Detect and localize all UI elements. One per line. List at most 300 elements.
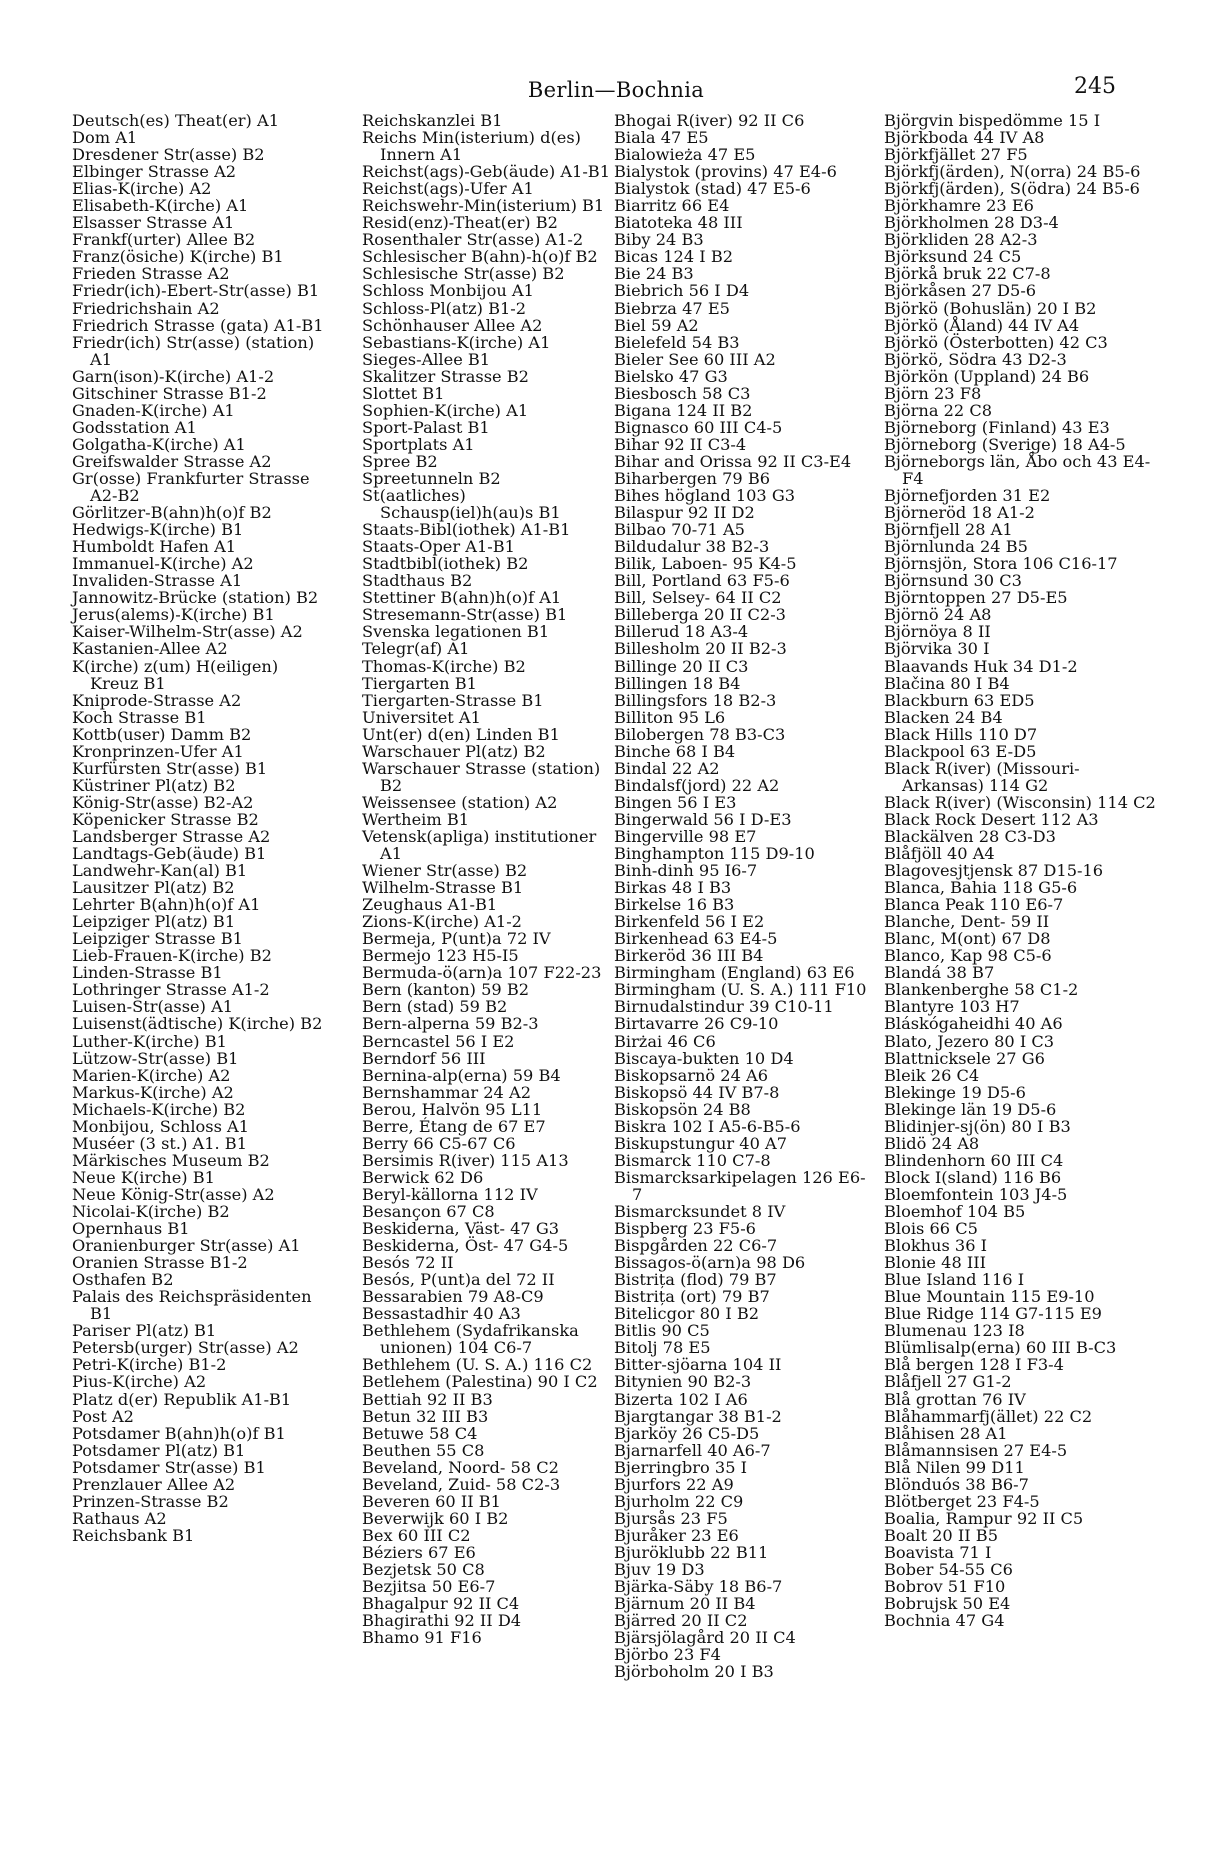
index-entry: Gnaden-K(irche) A1 [72, 400, 235, 420]
index-entry: Bismarcksarkipelagen 126 E6-7 [614, 1167, 866, 1204]
index-entry: Bindalsf(jord) 22 A2 [614, 775, 780, 795]
index-entry: Binghampton 115 D9-10 [614, 844, 815, 864]
index-entry: Björkholmen 28 D3-4 [884, 213, 1059, 233]
index-entry: Bilobergen 78 B3-C3 [614, 724, 786, 744]
index-entry: Blue Mountain 115 E9-10 [884, 1287, 1095, 1307]
index-entry: Kastanien-Allee A2 [72, 639, 228, 659]
index-entry: Neue König-Str(asse) A2 [72, 1184, 275, 1204]
index-entry: Biskra 102 I A5-6-B5-6 [614, 1116, 801, 1136]
index-entry: Slottet B1 [362, 383, 445, 403]
index-entry: Bober 54-55 C6 [884, 1559, 1013, 1579]
index-entry: Binh-dinh 95 I6-7 [614, 861, 758, 881]
index-entry: Berncastel 56 I E2 [362, 1031, 515, 1051]
index-entry: Blå Nilen 99 D11 [884, 1457, 1025, 1477]
index-entry: König-Str(asse) B2-A2 [72, 792, 254, 812]
index-entry: Oranien Strasse B1-2 [72, 1253, 248, 1273]
index-entry: Björnsund 30 C3 [884, 571, 1022, 591]
index-entry: Frieden Strasse A2 [72, 264, 230, 284]
index-entry: Blå bergen 128 I F3-4 [884, 1355, 1064, 1375]
index-entry: Berndorf 56 III [362, 1048, 486, 1068]
index-entry: Sebastians-K(irche) A1 [362, 332, 551, 352]
index-entry: Beskiderna, Öst- 47 G4-5 [362, 1236, 569, 1256]
index-entry: Blantyre 103 H7 [884, 997, 1020, 1017]
index-entry: Betlehem (Palestina) 90 I C2 [362, 1372, 598, 1392]
index-entry: Blattnicksele 27 G6 [884, 1048, 1045, 1068]
index-entry: Bihes högland 103 G3 [614, 486, 796, 506]
index-entry: Weissensee (station) A2 [362, 792, 558, 812]
index-entry: Billeberga 20 II C2-3 [614, 605, 786, 625]
index-entry: Björnöya 8 II [884, 622, 991, 642]
index-entry: Block I(sland) 116 B6 [884, 1167, 1062, 1187]
index-entry: Björkfjället 27 F5 [884, 145, 1028, 165]
index-entry: Post A2 [72, 1406, 134, 1426]
index-entry: Blanca Peak 110 E6-7 [884, 895, 1064, 915]
index-entry: Binche 68 I B4 [614, 741, 736, 761]
index-entry: Rosenthaler Str(asse) A1-2 [362, 230, 584, 250]
index-entry: Blandá 38 B7 [884, 963, 995, 983]
index-entry: Reichsbank B1 [72, 1525, 195, 1545]
index-entry: Boalia, Rampur 92 II C5 [884, 1508, 1084, 1528]
index-entry: Pariser Pl(atz) B1 [72, 1321, 217, 1341]
index-entry: Blekinge län 19 D5-6 [884, 1099, 1057, 1119]
index-entry: Gitschiner Strasse B1-2 [72, 383, 267, 403]
index-entry: Koch Strasse B1 [72, 707, 207, 727]
index-entry: Muséer (3 st.) A1. B1 [72, 1133, 248, 1153]
index-entry: Bingerville 98 E7 [614, 826, 757, 846]
index-entry: Bingen 56 I E3 [614, 792, 737, 812]
index-entry: Kottb(user) Damm B2 [72, 724, 252, 744]
index-entry: Bhagalpur 92 II C4 [362, 1594, 520, 1614]
index-entry: Birkas 48 I B3 [614, 878, 732, 898]
index-entry: Bessastadhir 40 A3 [362, 1304, 521, 1324]
index-entry: Bildudalur 38 B2-3 [614, 537, 770, 557]
index-entry: Humboldt Hafen A1 [72, 537, 237, 557]
index-entry: Björneborgs län, Åbo och 43 E4-F4 [884, 451, 1151, 488]
index-entry: Bloemhof 104 B5 [884, 1202, 1026, 1221]
index-entry: Beveren 60 II B1 [362, 1491, 501, 1511]
index-entry: Billingen 18 B4 [614, 673, 741, 693]
index-entry: Biarritz 66 E4 [614, 196, 730, 216]
index-entry: Blåhisen 28 A1 [884, 1423, 1008, 1443]
index-entry: Godsstation A1 [72, 417, 197, 437]
index-entry: Petri-K(irche) B1-2 [72, 1355, 227, 1375]
index-entry: Bilbao 70-71 A5 [614, 520, 745, 540]
index-entry: Bjärka-Säby 18 B6-7 [614, 1577, 783, 1597]
index-entry: Bistrița (flod) 79 B7 [614, 1270, 777, 1290]
index-entry: Garn(ison)-K(irche) A1-2 [72, 366, 275, 386]
index-entry: Bernshammar 24 A2 [362, 1082, 531, 1102]
index-entry: Blanca, Bahia 118 G5-6 [884, 878, 1078, 898]
index-entry: Wertheim B1 [362, 809, 470, 829]
index-entry: Universitet A1 [362, 707, 481, 727]
index-entry: Landtags-Geb(äude) B1 [72, 844, 267, 864]
index-entry: Prenzlauer Allee A2 [72, 1474, 236, 1494]
index-entry: Björkhamre 23 E6 [884, 196, 1034, 216]
index-entry: Küstriner Pl(atz) B2 [72, 775, 236, 795]
index-entry: Blåfjöll 40 A4 [884, 844, 995, 864]
index-entry: Bialystok (stad) 47 E5-6 [614, 179, 811, 199]
index-entry: Björnlunda 24 B5 [884, 537, 1028, 557]
index-entry: Bethlehem (U. S. A.) 116 C2 [362, 1355, 593, 1375]
index-entry: Bjursås 23 F5 [614, 1508, 728, 1528]
index-entry: Biscaya-bukten 10 D4 [614, 1048, 794, 1068]
index-entry: Björkö (Åland) 44 IV A4 [884, 315, 1080, 335]
index-entry: Blötberget 23 F4-5 [884, 1491, 1040, 1511]
index-entry: Björntoppen 27 D5-E5 [884, 588, 1068, 608]
index-entry: Berwick 62 D6 [362, 1167, 484, 1187]
index-entry: Billiton 95 L6 [614, 707, 726, 727]
index-entry: Billerud 18 A3-4 [614, 622, 749, 642]
index-entry: Björkåsen 27 D5-6 [884, 281, 1037, 301]
index-entry: Blanco, Kap 98 C5-6 [884, 946, 1052, 966]
index-entry: Blonie 48 III [884, 1253, 987, 1273]
index-entry: Schloss-Pl(atz) B1-2 [362, 298, 527, 318]
index-entry: Lützow-Str(asse) B1 [72, 1048, 239, 1068]
page-number: 245 [1074, 74, 1116, 99]
index-entry: Birkenhead 63 E4-5 [614, 929, 778, 949]
index-entry: Bielefeld 54 B3 [614, 332, 740, 352]
index-entry: Stadtbibl(iothek) B2 [362, 554, 529, 574]
index-entry: Reichswehr-Min(isterium) B1 [362, 196, 605, 216]
index-entry: Bindal 22 A2 [614, 758, 720, 778]
index-entry: Märkisches Museum B2 [72, 1150, 270, 1170]
index-entry: Bie 24 B3 [614, 264, 694, 284]
index-entry: Vetensk(apliga) institutioner A1 [362, 826, 597, 864]
index-entry: Black R(iver) (Wisconsin) 114 C2 [884, 792, 1156, 812]
index-entry: Warschauer Strasse (station) B2 [362, 758, 601, 795]
index-entry: Bjurfors 22 A9 [614, 1474, 734, 1494]
index-entry: Thomas-K(irche) B2 [362, 656, 526, 676]
index-entry: Birkelse 16 B3 [614, 895, 735, 915]
index-entry: Blindenhorn 60 III C4 [884, 1150, 1064, 1170]
index-entry: Björkö (Österbotten) 42 C3 [884, 332, 1108, 352]
index-entry: Billingsfors 18 B2-3 [614, 690, 777, 710]
index-entry: Blato, Jezero 80 I C3 [884, 1031, 1055, 1051]
index-entry: Björkö, Södra 43 D2-3 [884, 349, 1067, 369]
index-entry: Bitelicgor 80 I B2 [614, 1304, 760, 1324]
index-entry: Bieler See 60 III A2 [614, 349, 776, 369]
index-entry: Bernina-alp(erna) 59 B4 [362, 1065, 561, 1085]
index-entry: Bhogai R(iver) 92 II C6 [614, 111, 805, 130]
index-entry: Leipziger Strasse B1 [72, 929, 243, 949]
index-entry: Bleik 26 C4 [884, 1065, 980, 1085]
index-entry: Potsdamer Str(asse) B1 [72, 1457, 266, 1477]
index-entry: Kronprinzen-Ufer A1 [72, 741, 244, 761]
index-entry: Staats-Oper A1-B1 [362, 537, 515, 557]
index-entry: Immanuel-K(irche) A2 [72, 554, 254, 574]
index-entry: Elbinger Strasse A2 [72, 162, 237, 182]
index-entry: Friedrichshain A2 [72, 298, 220, 318]
index-entry: Bláskógaheidhi 40 A6 [884, 1014, 1063, 1034]
index-entry: Bjarköy 26 C5-D5 [614, 1423, 760, 1443]
index-entry: Bhamo 91 F16 [362, 1628, 482, 1648]
index-entry: Dresdener Str(asse) B2 [72, 145, 265, 165]
index-column-1 [72, 112, 330, 1544]
index-entry: Biskopsarnö 24 A6 [614, 1065, 769, 1085]
index-entry: Björneröd 18 A1-2 [884, 503, 1035, 523]
index-entry: Blumenau 123 I8 [884, 1321, 1025, 1341]
index-entry: Bialowieża 47 E5 [614, 145, 756, 165]
index-entry: Jannowitz-Brücke (station) B2 [72, 588, 319, 608]
index-entry: Bobrov 51 F10 [884, 1577, 1006, 1597]
index-entry: Blaavands Huk 34 D1-2 [884, 656, 1078, 676]
index-entry: Beveland, Zuid- 58 C2-3 [362, 1474, 561, 1494]
index-entry: Besós, P(unt)a del 72 II [362, 1270, 555, 1290]
index-entry: Bilaspur 92 II D2 [614, 503, 755, 523]
index-entry: Schlesische Str(asse) B2 [362, 264, 565, 284]
index-entry: Rathaus A2 [72, 1508, 167, 1528]
index-entry: Lehrter B(ahn)h(o)f A1 [72, 895, 261, 915]
index-entry: Gr(osse) Frankfurter Strasse A2-B2 [72, 468, 310, 506]
index-entry: Beuthen 55 C8 [362, 1440, 485, 1460]
index-entry: Köpenicker Strasse B2 [72, 809, 259, 829]
index-entry: Bjargtangar 38 B1-2 [614, 1406, 782, 1426]
index-entry: Berry 66 C5-67 C6 [362, 1133, 516, 1153]
index-entry: Stettiner B(ahn)h(o)f A1 [362, 588, 562, 608]
index-entry: Bern-alperna 59 B2-3 [362, 1014, 539, 1034]
index-entry: Bethlehem (Sydafrikanska unionen) 104 C6-7 [362, 1321, 579, 1358]
index-entry: Blanc, M(ont) 67 D8 [884, 929, 1051, 949]
index-entry: Bismarcksundet 8 IV [614, 1202, 786, 1221]
index-entry: Blümlisalp(erna) 60 III B-C3 [884, 1338, 1117, 1358]
index-entry: Bern (stad) 59 B2 [362, 997, 508, 1017]
index-entry: Bill, Selsey- 64 II C2 [614, 588, 782, 608]
index-entry: Betun 32 III B3 [362, 1406, 489, 1426]
index-entry: Görlitzer-B(ahn)h(o)f B2 [72, 503, 272, 523]
index-entry: Landwehr-Kan(al) B1 [72, 861, 248, 881]
index-entry: Black R(iver) (Missouri-Arkansas) 114 G2 [884, 758, 1080, 795]
index-entry: Bex 60 III C2 [362, 1525, 471, 1545]
index-entry: Berre, Étang de 67 E7 [362, 1116, 546, 1136]
index-entry: Kniprode-Strasse A2 [72, 690, 242, 710]
index-entry: Biala 47 E5 [614, 128, 709, 148]
index-entry: Björboholm 20 I B3 [614, 1662, 774, 1682]
index-entry: Birmingham (U. S. A.) 111 F10 [614, 980, 867, 1000]
index-entry: Svenska legationen B1 [362, 622, 550, 642]
index-entry: Reichs Min(isterium) d(es) Innern A1 [362, 128, 581, 165]
index-entry: Bigana 124 II B2 [614, 400, 753, 420]
index-entry: Linden-Strasse B1 [72, 963, 223, 983]
index-entry: Blekinge 19 D5-6 [884, 1082, 1026, 1102]
index-column-3 [614, 112, 872, 1680]
index-entry: Biskupstungur 40 A7 [614, 1133, 788, 1153]
index-entry: Blackburn 63 ED5 [884, 690, 1035, 710]
index-entry: Luisen-Str(asse) A1 [72, 997, 234, 1017]
index-entry: Björneborg (Finland) 43 E3 [884, 417, 1110, 437]
index-entry: Béziers 67 E6 [362, 1542, 476, 1562]
index-entry: Sieges-Allee B1 [362, 349, 491, 369]
index-entry: Blidö 24 A8 [884, 1133, 980, 1153]
index-entry: Blåhammarfj(ället) 22 C2 [884, 1406, 1093, 1426]
index-entry: Bicas 124 I B2 [614, 247, 734, 267]
index-entry: Stresemann-Str(asse) B1 [362, 605, 568, 625]
index-entry: Biel 59 A2 [614, 315, 699, 335]
index-entry: Neue K(irche) B1 [72, 1167, 215, 1187]
index-entry: Blönduós 38 B6-7 [884, 1474, 1029, 1494]
index-entry: Sophien-K(irche) A1 [362, 400, 529, 420]
index-entry: Birnudalstindur 39 C10-11 [614, 997, 834, 1017]
index-entry: Björkliden 28 A2-3 [884, 230, 1038, 250]
index-entry: Bispberg 23 F5-6 [614, 1219, 756, 1239]
index-entry: Zions-K(irche) A1-2 [362, 912, 522, 932]
index-entry: Bitolj 78 E5 [614, 1338, 711, 1358]
index-entry: Biby 24 B3 [614, 230, 704, 250]
index-entry: Bettiah 92 II B3 [362, 1389, 493, 1409]
index-entry: Leipziger Pl(atz) B1 [72, 912, 236, 932]
index-entry: Osthafen B2 [72, 1270, 174, 1290]
index-entry: Blue Island 116 I [884, 1270, 1025, 1290]
index-entry: Bhagirathi 92 II D4 [362, 1611, 522, 1631]
index-entry: Wiener Str(asse) B2 [362, 861, 528, 881]
index-entry: Greifswalder Strasse A2 [72, 451, 272, 471]
index-entry: Blačina 80 I B4 [884, 673, 1010, 693]
index-entry: Blankenberghe 58 C1-2 [884, 980, 1079, 1000]
index-entry: Bilik, Laboen- 95 K4-5 [614, 554, 797, 574]
index-entry: Beveland, Noord- 58 C2 [362, 1457, 559, 1477]
index-entry: Unt(er) d(en) Linden B1 [362, 724, 560, 744]
index-entry: Beryl-källorna 112 IV [362, 1184, 538, 1204]
index-entry: Birtavarre 26 C9-10 [614, 1014, 779, 1034]
index-entry: Hedwigs-K(irche) B1 [72, 520, 244, 540]
index-entry: Pius-K(irche) A2 [72, 1372, 207, 1392]
index-entry: Potsdamer Pl(atz) B1 [72, 1440, 246, 1460]
index-entry: Biebrza 47 E5 [614, 298, 730, 318]
index-entry: Birżai 46 C6 [614, 1031, 716, 1051]
index-entry: Bingerwald 56 I D-E3 [614, 809, 792, 829]
index-entry: Lausitzer Pl(atz) B2 [72, 878, 235, 898]
index-entry: Biatoteka 48 III [614, 213, 743, 233]
index-entry: Berou, Halvön 95 L11 [362, 1099, 543, 1119]
index-entry: Björna 22 C8 [884, 400, 993, 420]
page-header [0, 74, 1232, 108]
index-entry: Björkö (Bohuslän) 20 I B2 [884, 298, 1097, 318]
index-entry: Bismarck 110 C7-8 [614, 1150, 771, 1170]
index-entry: Oranienburger Str(asse) A1 [72, 1236, 301, 1256]
index-entry: Opernhaus B1 [72, 1219, 190, 1239]
index-entry: Golgatha-K(irche) A1 [72, 434, 246, 454]
index-entry: Björn 23 F8 [884, 383, 982, 403]
index-entry: Björkfj(ärden), S(ödra) 24 B5-6 [884, 179, 1140, 199]
index-entry: Björnefjorden 31 E2 [884, 486, 1051, 506]
index-entry: Boavista 71 I [884, 1542, 992, 1562]
index-entry: Warschauer Pl(atz) B2 [362, 741, 546, 761]
index-entry: Markus-K(irche) A2 [72, 1082, 234, 1102]
index-entry: Schönhauser Allee A2 [362, 315, 543, 335]
index-entry: Frankf(urter) Allee B2 [72, 230, 256, 250]
index-entry: Black Rock Desert 112 A3 [884, 809, 1099, 829]
index-entry: Bjärred 20 II C2 [614, 1611, 748, 1631]
index-entry: K(irche) z(um) H(eiligen) Kreuz B1 [72, 656, 279, 693]
index-entry: Deutsch(es) Theat(er) A1 [72, 111, 279, 130]
index-entry: Wilhelm-Strasse B1 [362, 878, 524, 898]
index-entry: Blå grottan 76 IV [884, 1389, 1026, 1409]
index-entry: Bobrujsk 50 E4 [884, 1594, 1011, 1614]
index-entry: Franz(ösiche) K(irche) B1 [72, 247, 284, 267]
index-entry: Bihar 92 II C3-4 [614, 434, 747, 454]
index-entry: Bill, Portland 63 F5-6 [614, 571, 790, 591]
index-entry: Biebrich 56 I D4 [614, 281, 750, 301]
index-entry: Platz d(er) Republik A1-B1 [72, 1389, 292, 1409]
index-entry: Birmingham (England) 63 E6 [614, 963, 855, 983]
index-entry: Staats-Bibl(iothek) A1-B1 [362, 520, 571, 540]
index-entry: Potsdamer B(ahn)h(o)f B1 [72, 1423, 286, 1443]
index-entry: St(aatliches) Schausp(iel)h(au)s B1 [362, 486, 561, 523]
index-entry: Marien-K(irche) A2 [72, 1065, 231, 1085]
index-entry: Schlesischer B(ahn)-h(o)f B2 [362, 247, 598, 267]
index-entry: Blanche, Dent- 59 II [884, 912, 1050, 932]
index-entry: Blidinjer-sj(ön) 80 I B3 [884, 1116, 1071, 1136]
index-entry: Kurfürsten Str(asse) B1 [72, 758, 268, 778]
index-entry: Spreetunneln B2 [362, 468, 501, 488]
index-column-2 [362, 112, 620, 1646]
index-entry: Luther-K(irche) B1 [72, 1031, 227, 1051]
index-entry: Tiergarten B1 [362, 673, 477, 693]
index-entry: Schloss Monbijou A1 [362, 281, 534, 301]
index-entry: Sport-Palast B1 [362, 417, 490, 437]
index-entry: Biskopsö 44 IV B7-8 [614, 1082, 780, 1102]
index-entry: Bern (kanton) 59 B2 [362, 980, 530, 1000]
index-entry: Blåfjell 27 G1-2 [884, 1372, 1012, 1392]
index-entry: Bochnia 47 G4 [884, 1611, 1005, 1631]
index-entry: Besançon 67 C8 [362, 1202, 495, 1221]
index-entry: Reichst(ags)-Ufer A1 [362, 179, 534, 199]
index-entry: Blue Ridge 114 G7-115 E9 [884, 1304, 1102, 1324]
index-entry: Bermuda-ö(arn)a 107 F22-23 [362, 963, 602, 983]
index-entry: Friedrich Strasse (gata) A1-B1 [72, 315, 324, 335]
index-entry: Dom A1 [72, 128, 138, 148]
index-entry: Reichst(ags)-Geb(äude) A1-B1 [362, 162, 610, 182]
index-entry: Zeughaus A1-B1 [362, 895, 498, 915]
index-entry: Resid(enz)-Theat(er) B2 [362, 213, 558, 233]
index-entry: Björneborg (Sverige) 18 A4-5 [884, 434, 1126, 454]
index-entry: Bizerta 102 I A6 [614, 1389, 748, 1409]
index-entry: Friedr(ich) Str(asse) (station) A1 [72, 332, 315, 369]
index-entry: Elisabeth-K(irche) A1 [72, 196, 249, 216]
index-entry: Elias-K(irche) A2 [72, 179, 212, 199]
index-entry: Bjarnarfell 40 A6-7 [614, 1440, 771, 1460]
index-entry: Bloemfontein 103 J4-5 [884, 1184, 1068, 1204]
index-entry: Blacken 24 B4 [884, 707, 1003, 727]
index-entry: Stadthaus B2 [362, 571, 473, 591]
index-entry: Billesholm 20 II B2-3 [614, 639, 787, 659]
index-entry: Nicolai-K(irche) B2 [72, 1202, 230, 1221]
index-entry: Billinge 20 II C3 [614, 656, 749, 676]
index-entry: Spree B2 [362, 451, 438, 471]
index-entry: Elsasser Strasse A1 [72, 213, 235, 233]
index-entry: Beverwijk 60 I B2 [362, 1508, 509, 1528]
index-entry: Prinzen-Strasse B2 [72, 1491, 229, 1511]
index-entry: Bjurholm 22 C9 [614, 1491, 744, 1511]
index-entry: Bezjetsk 50 C8 [362, 1559, 485, 1579]
index-entry: Lothringer Strasse A1-2 [72, 980, 270, 1000]
index-entry: Blackpool 63 E-D5 [884, 741, 1037, 761]
running-head: Berlin—Bochnia [527, 78, 705, 102]
index-entry: Bihar and Orissa 92 II C3-E4 [614, 451, 852, 471]
index-entry: Björnsjön, Stora 106 C16-17 [884, 554, 1118, 574]
index-entry: Birkeröd 36 III B4 [614, 946, 764, 966]
index-entry: Blackälven 28 C3-D3 [884, 826, 1056, 846]
index-entry: Bjuv 19 D3 [614, 1559, 705, 1579]
index-entry: Bezjitsa 50 E6-7 [362, 1577, 496, 1597]
index-entry: Bjuråker 23 E6 [614, 1525, 739, 1545]
index-entry: Lieb-Frauen-K(irche) B2 [72, 946, 272, 966]
index-entry: Besós 72 II [362, 1253, 454, 1273]
index-entry: Invaliden-Strasse A1 [72, 571, 243, 591]
index-entry: Björkboda 44 IV A8 [884, 128, 1045, 148]
index-entry: Biharbergen 79 B6 [614, 468, 771, 488]
index-entry: Bitter-sjöarna 104 II [614, 1355, 782, 1375]
index-entry: Bjerringbro 35 I [614, 1457, 748, 1477]
